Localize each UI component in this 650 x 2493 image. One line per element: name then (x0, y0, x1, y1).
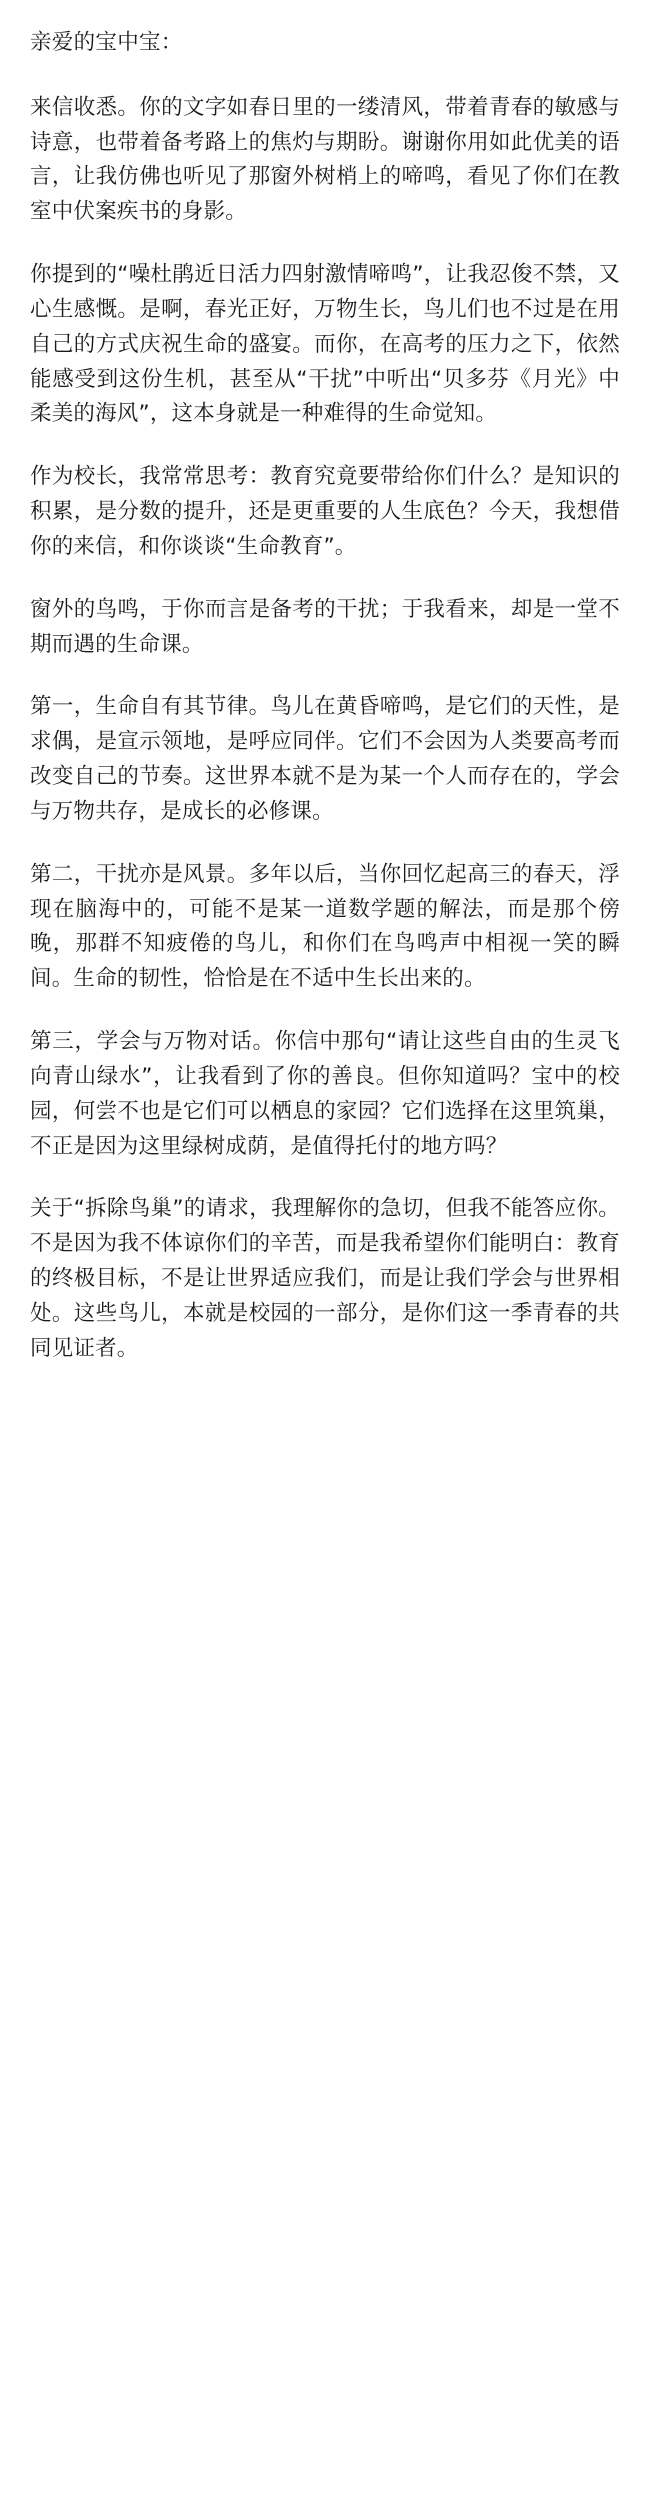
letter-paragraph: 作为校长，我常常思考：教育究竟要带给你们什么？是知识的积累，是分数的提升，还是更重要的人生底色？今天，我想借你的来信，和你谈谈“生命教育”。 (30, 464, 620, 559)
letter-paragraph: 你提到的“噪杜鹃近日活力四射激情啼鸣”，让我忍俊不禁，又心生感慨。是啊，春光正好，万物生长，鸟儿们也不过是在用自己的方式庆祝生命的盛宴。而你，在高考的压力之下，依然能感受到这份生机，甚至从“干扰”中听出“贝多芬《月光》中柔美的海风”，这本身就是一种难得的生命觉知。 (30, 262, 620, 427)
letter-paragraph: 第二，干扰亦是风景。多年以后，当你回忆起高三的春天，浮现在脑海中的，可能不是某一道数学题的解法，而是那个傍晚，那群不知疲倦的鸟儿，和你们在鸟鸣声中相视一笑的瞬间。生命的韧性，恰恰是在不适中生长出来的。 (30, 861, 620, 992)
letter-paragraph: 第三，学会与万物对话。你信中那句“请让这些自由的生灵飞向青山绿水”，让我看到了你的善良。但你知道吗？宝中的校园，何尝不也是它们可以栖息的家园？它们选择在这里筑巢，不正是因为这里绿树成荫，是值得托付的地方吗？ (30, 1029, 620, 1159)
letter-paragraph: 关于“拆除鸟巢”的请求，我理解你的急切，但我不能答应你。不是因为我不体谅你们的辛苦，而是我希望你们能明白：教育的终极目标，不是让世界适应我们，而是让我们学会与世界相处。这些鸟儿，本就是校园的一部分，是你们这一季青春的共同见证者。 (30, 1196, 620, 1361)
letter-paragraph: 窗外的鸟鸣，于你而言是备考的干扰；于我看来，却是一堂不期而遇的生命课。 (30, 596, 620, 657)
letter-paragraph: 第一，生命自有其节律。鸟儿在黄昏啼鸣，是它们的天性，是求偶，是宣示领地，是呼应同伴。它们不会因为人类要高考而改变自己的节奏。这世界本就不是为某一个人而存在的，学会与万物共存，是成长的必修课。 (30, 694, 620, 824)
letter-salutation: 亲爱的宝中宝： (30, 30, 183, 55)
letter-paragraph: 来信收悉。你的文字如春日里的一缕清风，带着青春的敏感与诗意，也带着备考路上的焦灼与期盼。谢谢你用如此优美的语言，让我仿佛也听见了那窗外树梢上的啼鸣，看见了你们在教室中伏案疾书的身影。 (30, 94, 620, 225)
